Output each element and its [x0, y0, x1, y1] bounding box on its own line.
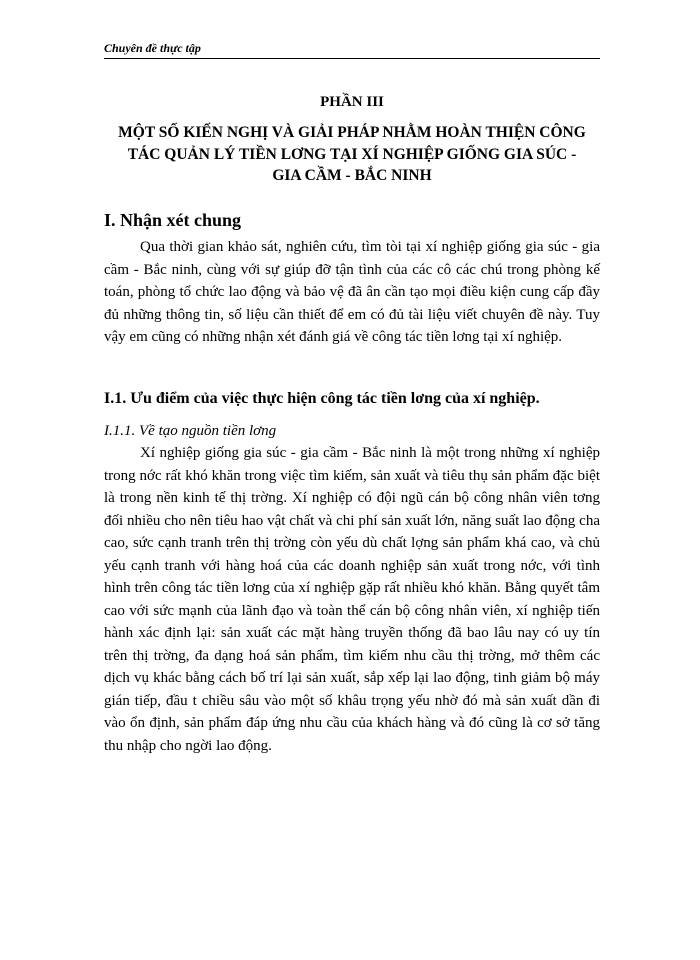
- section-heading: I. Nhận xét chung: [104, 210, 242, 230]
- part-subtitle: MỘT SỐ KIẾN NGHỊ VÀ GIẢI PHÁP NHẰM HOÀN THIỆN CÔNG TÁC QUẢN LÝ TIỀN LƠNG TẠI XÍ NGHIỆP GIỐNG GIA SÚC - GIA CẦM - BẮC NINH: [118, 124, 586, 184]
- subsection-paragraph: Xí nghiệp giống gia súc - gia cầm - Bắc ninh là một trong những xí nghiệp trong nớc rất khó khăn trong việc tìm kiếm, sản xuất và tiêu thụ sản phẩm đặc biệt là trong nền kinh tế thị trờng. Xí nghiệp có đội ngũ cán bộ công nhân viên tơng đối nhiều cho nên tiêu hao vật chất và chi phí sản xuất lớn, năng suất lao động cha cao, sức cạnh tranh trên thị trờng còn yếu dù chất lợng sản phẩm khá cao, và chủ yếu cạnh tranh với hàng hoá của các doanh nghiệp sản xuất trong nớc, với tình hình trên công tác tiền lơng của xí nghiệp gặp rất nhiều khó khăn. Bằng quyết tâm cao với sức mạnh của lãnh đạo và toàn thể cán bộ công nhân viên, xí nghiệp tiến hành xác định lại: sản xuất các mặt hàng truyền thống đã bao lâu nay có uy tín trên thị trờng, đa dạng hoá sản phẩm, tìm kiếm nhu cầu thị trờng, mở thêm các dịch vụ khác bằng cách bố trí lại sản xuất, sắp xếp lại lao động, tinh giảm bộ máy gián tiếp, đầu t chiều sâu vào một số khâu trọng yếu nhờ đó mà sản xuất dần đi vào ổn định, sản phẩm đáp ứng nhu cầu của khách hàng và đó cũng là cơ sở tăng thu nhập cho ngời lao động.: [104, 445, 600, 754]
- part-title: PHẦN III: [320, 94, 384, 110]
- header-rule: [104, 58, 600, 59]
- section-paragraph: Qua thời gian khảo sát, nghiên cứu, tìm tòi tại xí nghiệp giống gia súc - gia cầm - Bắc ninh, cùng với sự giúp đỡ tận tình của các cô các chú trong phòng kế toán, phòng tổ chức lao động và bảo vệ đã ân cần tạo mọi điều kiện cung cấp đầy đủ những thông tin, số liệu cần thiết để em có đủ tài liệu viết chuyên đề này. Tuy vậy em cũng có những nhận xét đánh giá về công tác tiền lơng tại xí nghiệp.: [104, 239, 600, 345]
- subsection-heading: I.1. Ưu điểm của việc thực hiện công tác tiền lơng của xí nghiệp.: [104, 390, 540, 407]
- running-header: Chuyên đề thực tập: [104, 41, 201, 55]
- subsubsection-heading: I.1.1. Về tạo nguồn tiền lơng: [104, 423, 277, 439]
